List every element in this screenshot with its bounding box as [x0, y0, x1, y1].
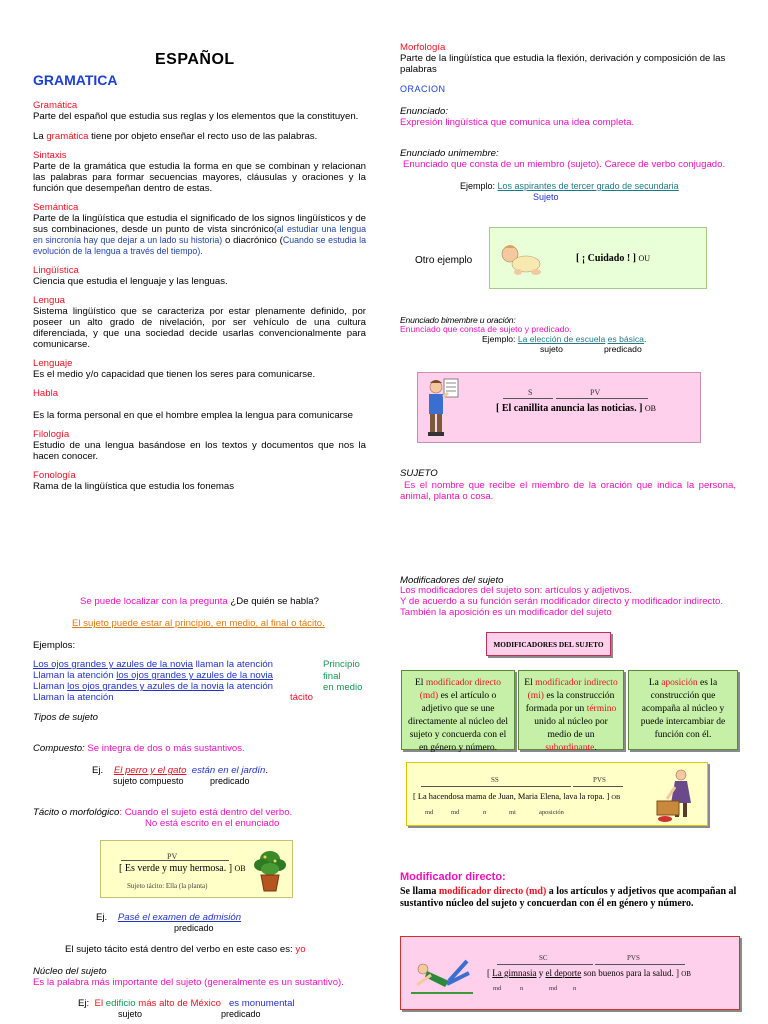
- seg-label: n: [573, 985, 577, 992]
- text: La: [33, 131, 47, 142]
- mods-label: Modificadores del sujeto: [400, 575, 504, 586]
- def-habla: [33, 388, 366, 421]
- seg-label: md: [493, 985, 502, 992]
- label: sujeto compuesto: [113, 776, 184, 786]
- def-term: Habla: [33, 388, 59, 399]
- seg-label: n: [520, 985, 524, 992]
- bimembre-label: Enunciado bimembre u oración:: [400, 315, 516, 325]
- sc-label: SC: [539, 954, 548, 962]
- sujeto-posicion: El sujeto puede estar al principio, en medio, al final o tácito.: [72, 618, 325, 629]
- ob: OB: [234, 864, 246, 873]
- text: .: [643, 334, 647, 344]
- bracket-sc: [497, 964, 593, 965]
- text: [: [487, 968, 493, 978]
- text: Llaman la atención: [33, 670, 117, 681]
- md-box: [401, 670, 515, 753]
- subject: Los ojos grandes y azules de la novia: [33, 659, 193, 670]
- pronoun: yo: [295, 944, 306, 955]
- canillita-diagram: [417, 372, 701, 443]
- text: El sujeto tácito está dentro del verbo en este caso es:: [65, 944, 296, 955]
- def-linguistica: [33, 265, 366, 287]
- def-text: Rama de la lingüística que estudia los fonemas: [33, 481, 235, 492]
- def-text: Ciencia que estudia el lenguaje y las lenguas.: [33, 276, 228, 287]
- pv-label: PV: [167, 852, 178, 861]
- predicate: Pasé el examen de admisión: [117, 912, 242, 923]
- subject: El perro y el gato: [113, 765, 187, 776]
- ejemplo-1: [33, 659, 273, 670]
- def-gramatica: [33, 100, 366, 122]
- subject: los ojos grandes y azules de la novia: [116, 670, 273, 681]
- text: Llaman: [33, 681, 68, 692]
- text: unido al núcleo por medio de un: [534, 717, 608, 740]
- def-fonologia: [33, 470, 366, 492]
- nucleo-label-predicado: predicado: [221, 1009, 261, 1019]
- text: Parte de la lingüística que estudia el significado de los signos lingüísticos y de sus combinaciones, desde un punto de vista sincrónico: [33, 213, 366, 235]
- nucleo-label-sujeto: sujeto: [118, 1009, 143, 1019]
- text: La: [648, 678, 662, 688]
- gimnasia-diagram: [400, 936, 740, 1010]
- text: la atención: [223, 681, 274, 692]
- nucleus: edificio: [105, 998, 136, 1009]
- def-text: Parte de la gramática que estudia la forma en que se combinan y relacionan las palabras para formar secuencias mayores, cláusulas y oraciones y la función que desempeñan dentro de estas.: [33, 161, 366, 194]
- question: ¿De quién se habla?: [230, 596, 319, 607]
- unimembre-def: Enunciado que consta de un miembro (sujeto). Carece de verbo conjugado.: [403, 159, 726, 170]
- sujeto-pregunta: [80, 596, 319, 607]
- def-text: Parte del español que estudia sus reglas y los elementos que la constituyen.: [33, 111, 359, 122]
- def-text: Estudio de una lengua basándose en los textos y documentos que nos la hacen conocer.: [33, 440, 366, 462]
- tacito-verbo: [65, 944, 306, 955]
- sujeto-def: Es el nombre que recibe el miembro de la oración que indica la persona, animal, planta o cosa.: [400, 480, 736, 502]
- ej-label: Ejemplo:: [482, 334, 516, 344]
- text: tiene por objeto enseñar el recto uso de las palabras.: [88, 131, 318, 142]
- seg-label: aposición: [539, 809, 564, 816]
- bracket-s: [503, 398, 553, 399]
- nucleo-def: Es la palabra más importante del sujeto (generalmente es un sustantivo).: [33, 977, 344, 988]
- text: .: [265, 765, 269, 776]
- tacito-ejemplo-label: predicado: [174, 923, 214, 933]
- note: Sujeto tácito: Ella (la planta): [127, 882, 208, 890]
- ob: OB: [644, 404, 657, 413]
- bracket-pvs: [573, 786, 623, 787]
- s-label: S: [528, 388, 533, 397]
- tacito-def2: No está escrito en el enunciado: [145, 818, 280, 829]
- compuesto: [33, 743, 245, 754]
- ob: OB: [611, 794, 621, 801]
- exercising-person-icon: [409, 951, 475, 997]
- enunciado-def: Expresión lingüística que comunica una idea completa.: [400, 117, 635, 128]
- def-term: Morfología: [400, 42, 446, 53]
- ejemplo-2: [33, 670, 273, 681]
- mi-box: [518, 670, 624, 753]
- definition: Se integra de dos o más sustantivos.: [84, 743, 245, 754]
- text: [ Es verde y muy hermosa. ]: [119, 863, 233, 874]
- def-term: Lenguaje: [33, 358, 73, 369]
- def-filologia: [33, 429, 366, 462]
- unimembre-ejemplo-label: Sujeto: [533, 192, 559, 202]
- compuesto-labels: [210, 776, 250, 787]
- def-text: Es la forma personal en que el hombre emplea la lengua para comunicarse: [33, 410, 353, 421]
- seg-label: md: [549, 985, 558, 992]
- md-text: [400, 886, 740, 910]
- bracket-pvs: [595, 964, 685, 965]
- def-term: Sintaxis: [33, 150, 67, 161]
- mod: más alto de México: [135, 998, 221, 1009]
- bracket-line: [121, 860, 229, 861]
- text: [ El canillita anuncia las noticias. ]: [496, 403, 643, 414]
- text: o diacrónico (: [222, 235, 283, 246]
- nucleo-ejemplo: [78, 998, 295, 1009]
- seg-label: md: [451, 809, 460, 816]
- predicate: es básica: [607, 334, 644, 344]
- text: llaman la atención: [193, 659, 273, 670]
- tacito-diagram: [100, 840, 293, 898]
- cuidado-diagram: [489, 227, 707, 289]
- nucleo-label: Núcleo del sujeto: [33, 966, 107, 977]
- sentence: [413, 791, 620, 803]
- predicate: es monumental: [228, 998, 295, 1009]
- pos-label: final: [323, 671, 341, 682]
- oracion-heading: ORACION: [400, 84, 446, 94]
- def-text: Es el medio y/o capacidad que tienen los seres para comunicarse.: [33, 369, 316, 380]
- def-lenguaje: [33, 358, 366, 380]
- ejemplo-3: [33, 681, 273, 692]
- text: son buenos para la salud. ]: [581, 968, 679, 978]
- enunciado-label: Enunciado:: [400, 106, 449, 117]
- plant-icon: [253, 847, 287, 893]
- text: .: [594, 743, 597, 753]
- term: Tácito o morfológico: [33, 807, 120, 818]
- seg-label: mi: [509, 809, 516, 816]
- def-semantica: [33, 202, 366, 257]
- mods-l2: Y de acuerdo a su función serán modificador directo y modificador indirecto.: [400, 596, 723, 607]
- text: es la construcción que acompaña al núcleo y puede intercambiar de función con él.: [640, 678, 726, 740]
- md-heading: Modificador directo:: [400, 871, 506, 883]
- mods-l1: Los modificadores del sujeto son: artículos y adjetivos.: [400, 585, 632, 596]
- pos-label: tácito: [290, 692, 313, 703]
- cuidado-sentence: [576, 253, 650, 264]
- tipos-sujeto: Tipos de sujeto: [33, 712, 98, 723]
- def-term: Filología: [33, 429, 70, 440]
- term: modificador indirecto (mi): [527, 678, 618, 701]
- ou: OU: [638, 254, 651, 263]
- bracket-ss: [421, 786, 571, 787]
- baby-icon: [496, 242, 546, 278]
- bimembre-label-predicado: predicado: [604, 344, 642, 354]
- text: Se llama: [400, 886, 439, 897]
- definitions: [33, 100, 366, 492]
- subject: Los aspirantes de tercer grado de secundaria: [497, 181, 679, 191]
- bimembre-label-sujeto: sujeto: [540, 344, 563, 354]
- compuesto-labels: [113, 776, 184, 787]
- ejemplo-4: Llaman la atención: [33, 692, 114, 703]
- text: El: [414, 678, 426, 688]
- aposicion-box: [628, 670, 738, 750]
- mods-l3: También la aposición es un modificador del sujeto: [400, 607, 612, 618]
- text: [ ¡ Cuidado ! ]: [576, 253, 637, 264]
- seg-label: md: [425, 809, 434, 816]
- def-term: Gramática: [33, 100, 78, 111]
- hacendosa-diagram: [406, 762, 708, 826]
- mod: El: [94, 998, 106, 1009]
- sentence: [487, 968, 691, 980]
- pvs-label: PVS: [627, 954, 640, 962]
- def-term: Fonología: [33, 470, 76, 481]
- ss-label: SS: [491, 776, 499, 784]
- sentence: [496, 403, 656, 414]
- def-term: Semántica: [33, 202, 79, 213]
- note: (al estudiar una lengua en sincronía hay que dejar a un lado su historia): [33, 224, 367, 245]
- def-lengua: [33, 295, 366, 350]
- text: a los artículos y adjetivos que acompañan al sustantivo núcleo del sujeto y concuerdan con él en género y número.: [400, 886, 737, 909]
- newsboy-icon: [422, 377, 462, 439]
- label: predicado: [210, 776, 250, 786]
- pos-label: en medio: [323, 682, 363, 693]
- pvs-label: PVS: [593, 776, 606, 784]
- text: es la construcción formada por un: [525, 691, 615, 714]
- predicate: están en el jardín: [191, 765, 266, 776]
- mods-title-box: [486, 632, 611, 656]
- ejemplos-label: Ejemplos:: [33, 640, 76, 651]
- note: Cuando se estudia la evolución de la lengua a través del tiempo).: [33, 235, 366, 256]
- term: término: [586, 704, 617, 714]
- otro-ejemplo: Otro ejemplo: [415, 255, 473, 266]
- term: gramática: [46, 131, 89, 142]
- text: y: [536, 968, 546, 978]
- section-heading: GRAMATICA: [33, 72, 118, 88]
- ej-label: Ej.: [96, 912, 108, 923]
- page-title: ESPAÑOL: [155, 51, 235, 68]
- unimembre-label: Enunciado unimembre:: [400, 148, 499, 159]
- ob: OB: [681, 970, 691, 978]
- sujeto-label: SUJETO: [400, 468, 438, 479]
- title: MODIFICADORES DEL SUJETO: [493, 640, 604, 649]
- text: Se puede localizar con la pregunta: [80, 596, 231, 607]
- seg-label: n: [483, 809, 487, 816]
- morfologia: [400, 42, 738, 75]
- term: Compuesto:: [33, 743, 85, 754]
- bracket-pv: [556, 398, 648, 399]
- pos-label: Principio: [323, 659, 360, 670]
- subject-1: La gimnasia: [492, 968, 537, 978]
- term: subordinante: [545, 743, 595, 753]
- def-text: Parte de la lingüística que estudia la flexión, derivación y composición de las palabras: [400, 53, 726, 75]
- tacito: [33, 807, 292, 818]
- unimembre-ejemplo: [460, 181, 679, 192]
- subject: los ojos grandes y azules de la novia: [67, 681, 224, 692]
- def-text: Sistema lingüístico que se caracteriza por estar plenamente definido, por poseer un alto grado de nivelación, por ser vehículo de una cultura diferenciada, y que una sociedad decide usarlas convencionalmente para comunicarse.: [33, 306, 366, 350]
- subject-2: el deporte: [545, 968, 582, 978]
- compuesto-ejemplo: [92, 765, 268, 776]
- sentence: [119, 863, 246, 874]
- pv-label: PV: [590, 388, 601, 397]
- term: modificador directo (md): [438, 886, 547, 897]
- bimembre-def: Enunciado que consta de sujeto y predicado.: [400, 324, 572, 334]
- def-term: Lengua: [33, 295, 66, 306]
- subject: La elección de escuela: [517, 334, 606, 344]
- def-sintaxis: [33, 150, 366, 194]
- definition: : Cuando el sujeto está dentro del verbo.: [119, 807, 293, 818]
- def-term: Lingüística: [33, 265, 79, 276]
- ej-label: Ejemplo:: [460, 181, 496, 191]
- term: aposición: [661, 678, 698, 688]
- text: [ La hacendosa mama de Juan, Maria Elena, lava la ropa. ]: [413, 792, 610, 801]
- ej-label: Ej:: [78, 998, 90, 1009]
- ej-label: Ej.: [92, 765, 104, 776]
- tacito-ejemplo: [96, 912, 241, 923]
- text: El: [524, 678, 536, 688]
- gramatica-objeto: [33, 131, 366, 142]
- def-text: [33, 213, 366, 257]
- text: es el artículo o adjetivo que se une directamente al núcleo del sujeto y concuerda con el en género y número.: [408, 691, 508, 753]
- term: modificador directo (md): [419, 678, 501, 701]
- washing-woman-icon: [655, 767, 703, 823]
